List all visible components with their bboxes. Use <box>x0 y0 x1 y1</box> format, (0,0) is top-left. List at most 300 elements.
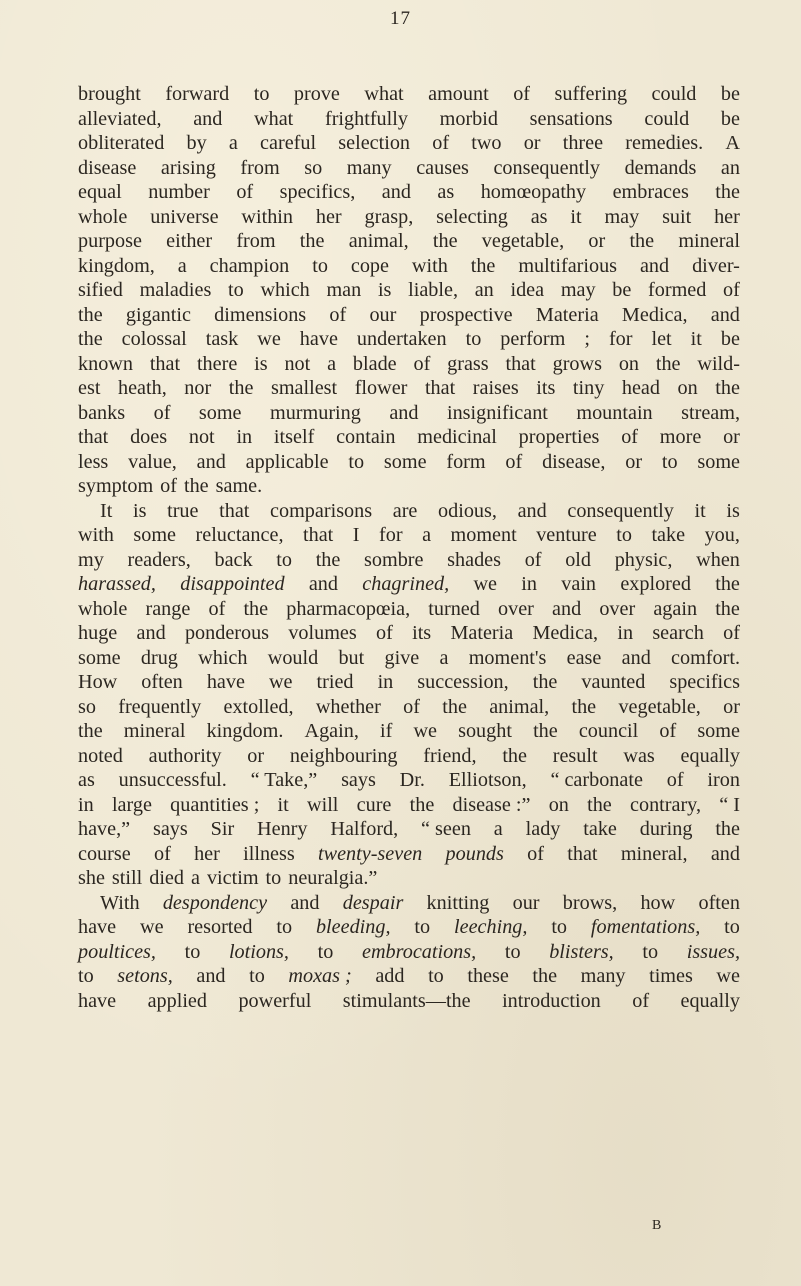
text-line <box>78 278 740 303</box>
word: to <box>465 328 482 350</box>
text-line <box>78 597 740 622</box>
word: and <box>621 646 651 669</box>
word: vain <box>561 573 597 595</box>
italic-word: pounds <box>445 842 504 865</box>
word: moment <box>450 524 517 546</box>
text-line <box>78 107 740 132</box>
word: says <box>152 818 188 840</box>
word: to <box>348 450 365 473</box>
word: morbid <box>439 107 498 130</box>
word: animal, <box>489 695 550 718</box>
text-line <box>78 474 740 499</box>
word: have <box>78 916 117 938</box>
word: we <box>257 328 281 350</box>
word: comfort. <box>671 646 740 669</box>
word: blade <box>352 352 397 375</box>
word: our <box>369 303 397 326</box>
word: with <box>411 254 448 277</box>
word: range <box>145 597 191 620</box>
text-line <box>78 401 740 426</box>
word: to <box>551 916 568 938</box>
word: vegetable, <box>618 695 701 718</box>
word: grasp, <box>364 205 414 228</box>
word: does <box>130 426 168 448</box>
word: man <box>326 279 362 301</box>
word: to <box>253 83 270 105</box>
word: have <box>78 989 117 1012</box>
word: of <box>160 475 177 497</box>
word: the <box>432 230 458 252</box>
word: some <box>78 646 121 669</box>
word: from <box>236 230 276 252</box>
word: Materia <box>450 622 514 644</box>
word: says <box>341 769 376 791</box>
word: could <box>651 83 697 105</box>
word: over <box>599 597 636 620</box>
word: of <box>153 401 171 424</box>
word: the <box>78 303 103 326</box>
word: some <box>697 720 740 742</box>
word: equal <box>78 181 122 203</box>
text-line <box>78 156 740 181</box>
word: as <box>530 205 548 228</box>
word: many <box>580 965 626 987</box>
word: some <box>383 450 427 473</box>
word: a <box>190 867 200 889</box>
word: insignificant <box>446 401 548 424</box>
word: the <box>315 548 341 571</box>
italic-word: chagrined, <box>362 573 450 595</box>
word: be <box>612 279 632 301</box>
word: animal, <box>348 230 409 252</box>
word: its <box>412 622 432 644</box>
word: was <box>623 744 655 767</box>
word: it <box>277 793 289 816</box>
word: the <box>715 818 740 840</box>
word: let <box>651 328 672 350</box>
word: “ Take,” <box>250 769 318 791</box>
text-line <box>78 695 740 720</box>
word: the <box>299 230 325 252</box>
word: council <box>578 720 639 742</box>
word: demands <box>624 156 697 179</box>
word: frightfully <box>324 107 408 130</box>
word: the <box>655 352 681 375</box>
text-line <box>78 352 740 377</box>
word: the <box>442 695 467 718</box>
word: How <box>78 671 118 693</box>
word: she <box>78 867 105 889</box>
word: we <box>268 671 293 693</box>
text-line <box>78 964 740 989</box>
text-line <box>78 719 740 744</box>
word: the <box>715 181 740 203</box>
italic-word: despondency <box>162 891 268 914</box>
word: in <box>617 622 634 644</box>
word: Dr. <box>399 769 425 791</box>
word: we <box>716 965 740 987</box>
word: is <box>132 499 147 522</box>
word: have <box>206 671 245 693</box>
word: of <box>413 352 431 375</box>
word: in <box>377 671 394 693</box>
word: murmuring <box>270 401 361 424</box>
word: of <box>513 83 531 105</box>
word: on <box>618 352 639 375</box>
word: or <box>588 230 606 252</box>
word: of <box>527 842 544 865</box>
word: homœopathy <box>480 181 587 203</box>
word: neighbouring <box>289 744 398 767</box>
word: colossal <box>121 328 187 350</box>
word: may <box>604 205 640 228</box>
word: prospective <box>419 303 513 326</box>
word: and <box>710 303 740 326</box>
word: of <box>723 622 740 644</box>
word: tried <box>316 671 354 693</box>
word: kingdom, <box>78 254 155 277</box>
word: grass <box>447 352 489 375</box>
italic-word: despair <box>342 891 404 914</box>
word: and <box>710 842 740 865</box>
word: equally <box>680 989 740 1012</box>
word: remedies. <box>625 132 704 154</box>
word: whether <box>315 695 381 718</box>
italic-word: issues, <box>686 940 740 963</box>
word: It <box>100 499 113 522</box>
word: comparisons <box>270 499 373 522</box>
word: purpose <box>78 230 142 252</box>
word: her <box>714 205 740 228</box>
word: I <box>352 524 360 546</box>
word: a <box>493 818 503 840</box>
word: that <box>219 499 250 522</box>
word: powerful <box>238 989 312 1012</box>
word: or <box>723 695 740 718</box>
text-line <box>78 205 740 230</box>
word: explored <box>620 573 691 595</box>
word: a <box>177 254 187 277</box>
word: applicable <box>245 450 329 473</box>
word: of <box>208 597 226 620</box>
word: the <box>470 254 496 277</box>
word: in <box>521 573 537 595</box>
word: drug <box>140 646 178 669</box>
text-line <box>78 670 740 695</box>
word: within <box>241 205 294 228</box>
word: times <box>649 965 693 987</box>
word: but <box>338 646 365 669</box>
word: to <box>504 940 521 963</box>
word: often <box>698 891 740 914</box>
word: three <box>562 132 604 154</box>
word: so <box>78 695 96 718</box>
word: reluctance, <box>195 524 284 546</box>
word: which <box>260 279 310 301</box>
word: we <box>473 573 497 595</box>
word: specifics, <box>279 181 356 203</box>
word: ponderous <box>184 622 270 644</box>
word: when <box>696 548 740 571</box>
word: to <box>428 965 444 987</box>
word: victim <box>206 867 259 889</box>
word: unsuccessful. <box>118 769 227 791</box>
word: the <box>532 671 558 693</box>
text-line <box>78 82 740 107</box>
word: to <box>78 965 94 987</box>
text-line <box>78 572 740 597</box>
word: nor <box>184 377 212 399</box>
word: embraces <box>612 181 689 203</box>
word: not <box>188 426 215 448</box>
word: the <box>532 965 558 987</box>
word: and <box>517 499 547 522</box>
text-line <box>78 989 740 1014</box>
word: of <box>329 303 347 326</box>
word: huge <box>78 622 118 644</box>
word: volumes <box>288 622 357 644</box>
word: many <box>346 156 392 179</box>
word: be <box>720 107 740 130</box>
word: properties <box>518 426 600 448</box>
word: undertaken <box>356 328 447 350</box>
word: Medica, <box>621 303 688 326</box>
word: we <box>140 916 164 938</box>
word: these <box>467 965 509 987</box>
word: cure <box>356 793 392 816</box>
word: grows <box>552 352 602 375</box>
italic-word: setons, <box>117 965 173 987</box>
word: “ seen <box>421 818 471 840</box>
signature-mark: B <box>652 1218 662 1233</box>
word: Sir <box>210 818 235 840</box>
word: large <box>111 793 152 816</box>
word: more <box>659 426 702 448</box>
word: a <box>327 352 337 375</box>
word: there <box>196 352 238 375</box>
word: that <box>424 377 456 399</box>
word: often <box>141 671 183 693</box>
body-text <box>78 82 740 1013</box>
word: take <box>651 524 686 546</box>
word: With <box>100 891 140 914</box>
word: sombre <box>364 548 424 571</box>
word: authority <box>148 744 222 767</box>
word: to <box>249 965 265 987</box>
word: vaunted <box>581 671 646 693</box>
word: mountain <box>576 401 653 424</box>
word: have <box>299 328 338 350</box>
word: Medica, <box>532 622 599 644</box>
text-line <box>78 646 740 671</box>
italic-word: lotions, <box>228 940 289 963</box>
word: the <box>715 573 740 595</box>
word: the <box>183 475 209 497</box>
text-line <box>78 229 740 254</box>
word: brows, <box>562 891 618 914</box>
word: in <box>236 426 253 448</box>
word: the <box>78 720 103 742</box>
word: mineral, <box>620 842 688 865</box>
text-line <box>78 621 740 646</box>
word: what <box>364 83 404 105</box>
word: over <box>498 597 534 620</box>
text-line <box>78 866 740 891</box>
word: disease <box>78 156 137 179</box>
word: disease :” <box>452 793 531 816</box>
word: and <box>389 401 419 424</box>
text-line <box>78 376 740 401</box>
word: in <box>78 793 94 816</box>
word: of <box>376 622 393 644</box>
word: to <box>265 867 282 889</box>
word: and <box>196 965 226 987</box>
word: itself <box>273 426 315 448</box>
word: its <box>536 377 556 399</box>
word: the <box>228 377 254 399</box>
word: and <box>196 450 226 473</box>
word: ease <box>566 646 602 669</box>
word: the <box>243 597 269 620</box>
word: of <box>621 426 639 448</box>
word: my <box>78 548 104 571</box>
text-line <box>78 303 740 328</box>
word: is <box>726 499 740 522</box>
word: of <box>236 181 254 203</box>
word: to <box>276 548 292 571</box>
word: it <box>694 499 706 522</box>
word: would <box>267 646 319 669</box>
word: and <box>290 891 320 914</box>
word: of <box>524 548 542 571</box>
word: odious, <box>438 499 497 522</box>
word: symptom <box>78 475 154 497</box>
word: how <box>640 891 676 914</box>
word: some <box>133 524 177 546</box>
word: some <box>697 450 740 473</box>
word: her <box>315 205 342 228</box>
word: perform <box>500 328 566 350</box>
text-line <box>78 548 740 573</box>
word: for <box>608 328 633 350</box>
page-number: 17 <box>390 8 411 29</box>
italic-word: moxas ; <box>288 965 352 987</box>
word: resorted <box>187 916 253 938</box>
word: the <box>78 328 103 350</box>
word: selection <box>338 132 411 154</box>
word: by <box>186 132 207 154</box>
word: during <box>639 818 693 840</box>
word: if <box>380 720 393 742</box>
word: as <box>78 769 95 791</box>
word: on <box>548 793 569 816</box>
word: A <box>725 132 740 154</box>
word: consequently <box>567 499 674 522</box>
text-line <box>78 180 740 205</box>
word: mineral <box>678 230 740 252</box>
word: maladies <box>139 279 212 301</box>
word: known <box>78 352 133 375</box>
word: of <box>432 132 450 154</box>
word: of <box>666 769 684 791</box>
word: and <box>552 597 582 620</box>
word: stream, <box>681 401 740 424</box>
italic-word: fomentations, <box>590 916 701 938</box>
text-line <box>78 940 740 965</box>
word: kingdom. <box>206 720 284 742</box>
text-line <box>78 842 740 867</box>
word: quantities ; <box>170 793 260 816</box>
word: have,” <box>78 818 131 840</box>
word: task <box>205 328 239 350</box>
word: the <box>629 230 655 252</box>
word: from <box>240 156 280 179</box>
word: stimulants—the <box>342 989 471 1012</box>
word: suit <box>662 205 692 228</box>
word: and <box>639 254 670 277</box>
word: iron <box>707 769 740 791</box>
word: the <box>715 377 740 399</box>
text-line <box>78 523 740 548</box>
word: friend, <box>423 744 477 767</box>
word: causes <box>416 156 469 179</box>
word: it <box>570 205 582 228</box>
word: head <box>621 377 660 399</box>
word: her <box>194 842 220 865</box>
word: we <box>413 720 437 742</box>
word: idea <box>510 279 545 301</box>
word: tiny <box>572 377 605 399</box>
word: our <box>512 891 540 914</box>
word: “ I <box>719 793 740 816</box>
text-line <box>78 131 740 156</box>
word: pharmacopœia, <box>286 597 411 620</box>
word: what <box>254 107 294 130</box>
word: obliterated <box>78 132 165 154</box>
word: that <box>303 524 334 546</box>
word: old <box>565 548 591 571</box>
word: it <box>690 328 702 350</box>
word: raises <box>472 377 519 399</box>
word: forward <box>165 83 230 105</box>
word: and <box>193 107 223 130</box>
word: contain <box>336 426 396 448</box>
text-line <box>78 254 740 279</box>
word: take <box>583 818 617 840</box>
text-line <box>78 768 740 793</box>
word: knitting <box>426 891 490 914</box>
word: a <box>422 524 432 546</box>
word: champion <box>209 254 290 277</box>
word: or <box>247 744 265 767</box>
word: banks <box>78 401 126 424</box>
word: number <box>148 181 210 203</box>
word: arising <box>160 156 216 179</box>
word: a <box>228 132 238 154</box>
word: specifics <box>669 671 740 693</box>
word: to <box>312 254 328 277</box>
word: again <box>653 597 698 620</box>
word: liable, <box>408 279 459 301</box>
word: “ carbonate <box>550 769 643 791</box>
word: equally <box>680 744 740 767</box>
word: to <box>184 940 201 963</box>
word: lady <box>525 818 561 840</box>
word: diver- <box>692 254 740 277</box>
word: of <box>505 450 523 473</box>
text-line <box>78 744 740 769</box>
word: multifarious <box>518 254 618 277</box>
